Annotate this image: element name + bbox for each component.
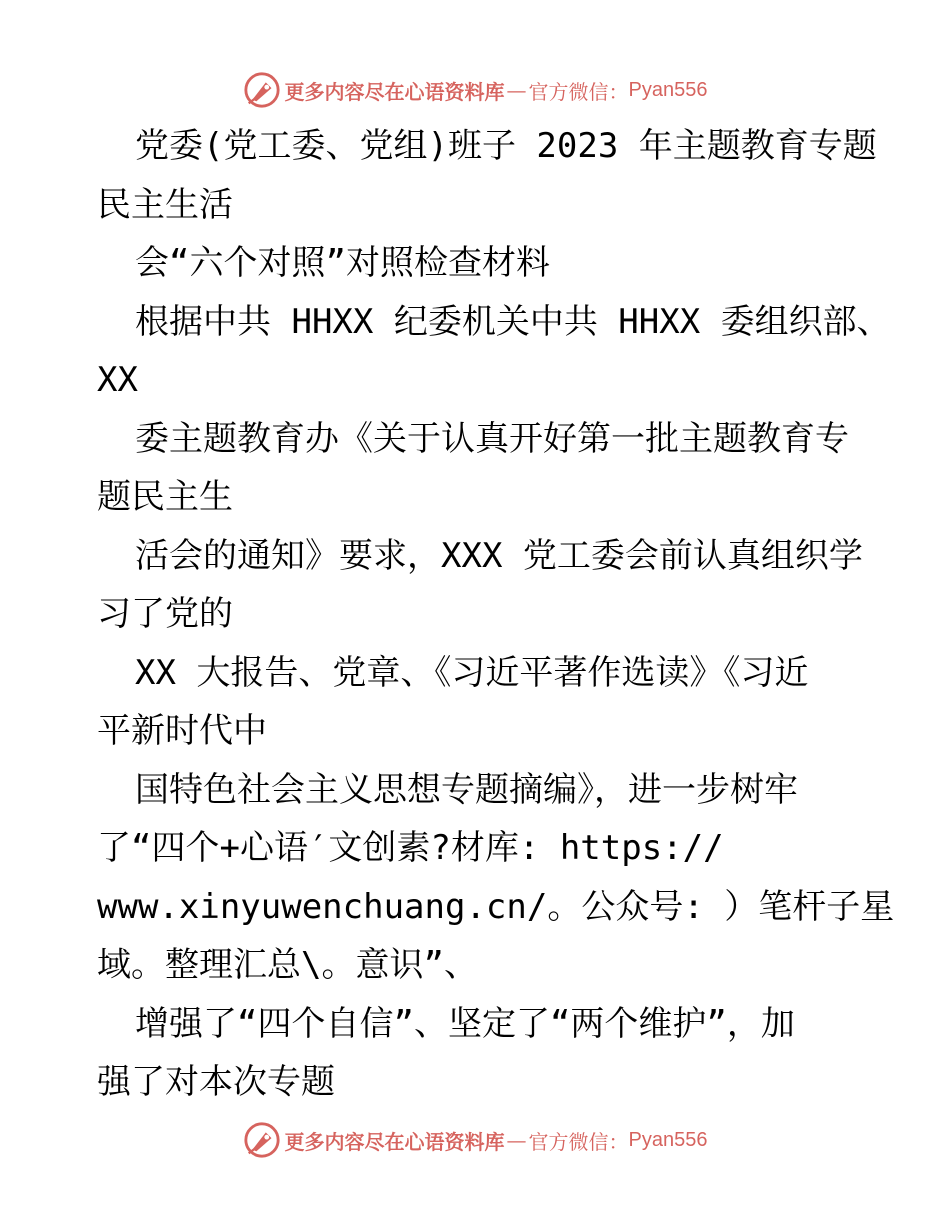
banner-official-label: 官方微信： — [528, 1129, 629, 1154]
banner-promo-text: 更多内容尽在心语资料库 — [284, 79, 505, 104]
banner-account: Pyan556 — [628, 78, 708, 101]
banner-account: Pyan556 — [628, 1128, 708, 1151]
document-line: 委主题教育办《关于认真开好第一批主题教育专 — [135, 418, 849, 459]
document-body — [97, 117, 895, 1112]
banner-separator: — — [506, 1128, 527, 1152]
document-line: 域。整理汇总\。意识”、 — [97, 945, 478, 985]
document-line: 题民主生 — [97, 477, 233, 517]
banner-official-label: 官方微信： — [528, 79, 629, 104]
document-line: www.xinyuwenchuang.cn/。公众号: ）笔杆子星 — [97, 886, 895, 927]
document-line: 习了党的 — [97, 594, 233, 634]
document-line: 了“四个+心语′文创素?材库: https:// — [97, 828, 724, 868]
document-line: 活会的通知》要求，XXX 党工委会前认真组织学 — [135, 535, 863, 576]
document-line: 强了对本次专题 — [97, 1062, 335, 1102]
header-banner — [0, 68, 950, 112]
document-line: XX — [97, 360, 138, 400]
document-line: 平新时代中 — [97, 711, 267, 751]
banner-promo-text: 更多内容尽在心语资料库 — [284, 1129, 505, 1154]
document-line: 党委(党工委、党组)班子 2023 年主题教育专题 — [135, 126, 877, 166]
pen-nib-logo-icon — [243, 1121, 281, 1159]
pen-nib-logo-icon — [243, 71, 281, 109]
document-line: 民主生活 — [97, 184, 233, 225]
footer-banner — [0, 1118, 950, 1162]
document-line: 增强了“四个自信”、坚定了“两个维护”，加 — [135, 1003, 795, 1044]
document-line: 根据中共 HHXX 纪委机关中共 HHXX 委组织部、 — [135, 301, 891, 342]
document-line: 会“六个对照”对照检查材料 — [135, 243, 550, 283]
banner-separator: — — [506, 78, 527, 102]
document-line: 国特色社会主义思想专题摘编》，进一步树牢 — [135, 769, 798, 810]
document-line: XX 大报告、党章、《习近平著作选读》《习近 — [135, 652, 809, 693]
